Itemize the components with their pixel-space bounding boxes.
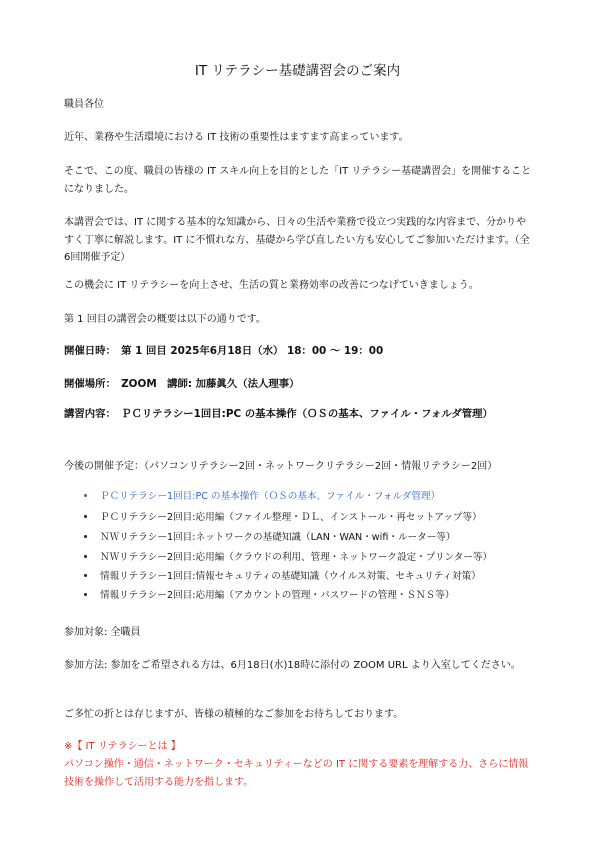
document-title: IT リテラシー基礎講習会のご案内 (194, 63, 401, 79)
note-heading: ※【 IT リテラシーとは 】 (64, 741, 181, 752)
list-item: ＰＣリテラシー1回目:PC の基本操作（ＯＳの基本、ファイル・フォルダ管理） (84, 490, 440, 504)
addressee: 職員各位 (64, 99, 104, 110)
overview-paragraph: 本講習会では、IT に関する基本的な知識から、日々の生活や業務で役立つ実践的な内容まで、分かりやすく丁寧に解説します。IT に不慣れな方、基礎から学び直したい方も安心してご参加いただけます。（全6回開催予定） (64, 217, 530, 263)
bullet-icon (84, 531, 100, 545)
list-item: ＮＷリテラシー2回目:応用編（クラウドの利用、管理・ネットワーク設定・プリンター等） (84, 551, 492, 565)
summary-lead: 第 1 回目の講習会の概要は以下の通りです。 (64, 314, 266, 325)
list-item: 情報リテラシー1回目:情報セキュリティの基礎知識（ウイルス対策、セキュリティ対策） (84, 570, 481, 584)
encouragement-paragraph: この機会に IT リテラシーを向上させ、生活の質と業務効率の改善につなげていきましょう。 (64, 280, 479, 291)
target-line: 参加対象: 全職員 (64, 627, 141, 638)
bullet-icon (84, 551, 100, 565)
bullet-icon (84, 511, 100, 525)
content-line: 講習内容： ＰＣリテラシー1回目:PC の基本操作（ＯＳの基本、ファイル・フォルダ管理） (64, 408, 493, 420)
list-item: ＮＷリテラシー1回目:ネットワークの基礎知識（LAN・WAN・wifi・ルーター等） (84, 531, 456, 545)
venue-line: 開催場所： ZOOM 講師: 加藤眞久（法人理事） (64, 378, 300, 390)
list-item: ＰＣリテラシー2回目:応用編（ファイル整理・ＤＬ、インストール・再セットアップ等） (84, 511, 482, 525)
bullet-icon (84, 490, 100, 504)
purpose-paragraph: そこで、この度、職員の皆様の IT スキル向上を目的とした「IT リテラシー基礎講習会」を開催することになりました。 (64, 166, 532, 195)
method-paragraph: 参加方法: 参加をご希望される方は、6月18日(水)18時に添付の ZOOM URL より入室してください。 (64, 660, 521, 671)
bullet-icon (84, 589, 100, 603)
intro-paragraph: 近年、業務や生活環境における IT 技術の重要性はますます高まっています。 (64, 132, 409, 143)
closing-line: ご多忙の折とは存じますが、皆様の積極的なご参加をお待ちしております。 (64, 709, 404, 720)
future-schedule-heading: 今後の開催予定：（パソコンリテラシー2回・ネットワークリテラシー2回・情報リテラシー2回） (64, 461, 498, 472)
note-body: パソコン操作・通信・ネットワーク・セキュリティーなどの IT に関する要素を理解する力、さらに情報技術を操作して活用する能力を指します。 (64, 759, 529, 788)
list-item: 情報リテラシー2回目:応用編（アカウントの管理・パスワードの管理・ＳＮＳ等） (84, 589, 454, 603)
bullet-icon (84, 570, 100, 584)
schedule-line: 開催日時： 第 1 回目 2025年6月18日（水） 18：00 ～ 19：00 (64, 345, 384, 357)
